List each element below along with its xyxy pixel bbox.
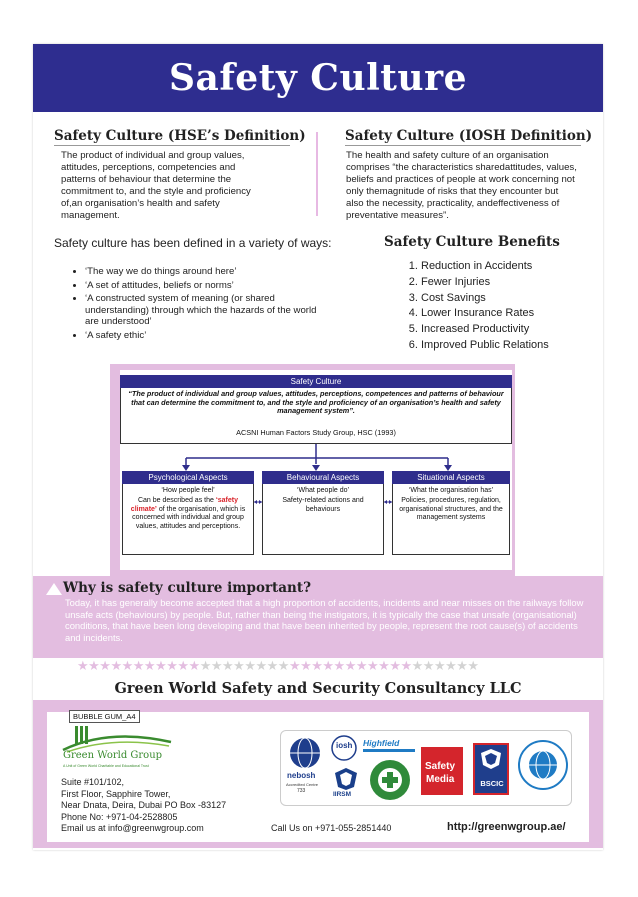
iosh-heading: Safety Culture (IOSH Definition) — [345, 128, 593, 144]
accreditation-logos — [280, 730, 572, 806]
why-text: Today, it has generally become accepted that a high proportion of accidents, incidents and near misses on the railways follow unsafe acts (behaviours) by people. But, rather than being the instigators, it is typically the case that unsafe (organisational) conditions, that have been long developing and that have been inherited by people, represent the root cause(s) of accidents and incidents. — [65, 597, 584, 643]
hse-rule — [54, 145, 290, 146]
hse-text: The product of individual and group values, attitudes, perceptions, competencies and patterns of behaviour that determine the commitment to, and the style and proficiency of,an organisation’s health and safety management. — [61, 150, 251, 221]
address-line: Suite #101/102, — [61, 777, 125, 787]
psychological-title: Psychological Aspects — [122, 471, 254, 484]
bscic-crest-icon — [479, 747, 503, 771]
situational-sub: ‘What the organisation has’ — [408, 487, 494, 494]
why-section — [33, 576, 603, 658]
email-line: Email us at info@greenwgroup.com — [61, 823, 204, 834]
benefits-list — [405, 259, 585, 354]
document-page — [33, 44, 603, 850]
psychological-text-before: Can be described as the — [137, 497, 216, 504]
list-item: • ‘A safety ethic’ — [85, 330, 331, 342]
diagram-title: Safety Culture — [120, 375, 512, 388]
iosh-label: iosh — [336, 741, 353, 750]
list-item: 2. Fewer Injuries — [421, 275, 585, 291]
highfield-bar — [363, 749, 415, 752]
safety-label: Safety — [425, 761, 456, 772]
iirsm-label: IIRSM — [333, 791, 352, 798]
iosh-rule — [345, 145, 581, 146]
divider — [316, 132, 318, 216]
title-banner — [33, 44, 603, 112]
list-item: 1. Reduction in Accidents — [421, 259, 585, 275]
media-label: Media — [426, 774, 455, 785]
website-link[interactable]: http://greenwgroup.ae/ — [447, 821, 566, 833]
list-item: 5. Increased Productivity — [421, 322, 585, 338]
list-item: • ‘The way we do things around here’ — [85, 266, 331, 278]
nebosh-globe-icon — [289, 737, 321, 769]
star-divider: ★★★★★★★★★★★★★★★★★★★★★★★★★★★★★★★★★★★★ — [77, 658, 479, 673]
ways-list — [71, 266, 331, 344]
psychological-text — [126, 497, 250, 531]
list-item: • ‘A set of attitudes, beliefs or norms’ — [85, 280, 331, 292]
list-item: 4. Lower Insurance Rates — [421, 306, 585, 322]
address-block — [61, 777, 226, 835]
nebosh-label: nebosh — [287, 771, 316, 780]
situational-text: Policies, procedures, regulation, organisational structures, and the management systems — [399, 497, 503, 522]
hse-heading: Safety Culture (HSE’s Definition) — [54, 128, 306, 144]
nebosh-number: 733 — [297, 788, 306, 794]
iosh-text: The health and safety culture of an organisation comprises “the characteristics sharedattitudes, values, beliefs and practices of people at work concerning not only themagnitude of risks that they encounter but also the necessity, practicality, andeffectiveness of preventative measures”. — [346, 150, 577, 221]
logo-tagline: A Unit of Green World Charitable and Educational Trust — [63, 764, 149, 768]
psychological-sub: ‘How people feel’ — [161, 487, 215, 494]
company-name: Green World Safety and Security Consultancy LLC — [114, 680, 522, 697]
situational-title: Situational Aspects — [392, 471, 510, 484]
address-line: Near Dnata, Deira, Dubai PO Box -83127 — [61, 800, 227, 811]
page-title: Safety Culture — [169, 57, 467, 99]
benefits-heading: Safety Culture Benefits — [384, 234, 560, 250]
call-us-text: Call Us on +971-055-2851440 — [271, 823, 392, 833]
triangle-icon — [46, 583, 62, 595]
iirsm-crest-icon — [333, 767, 359, 791]
list-item: • ‘A constructed system of meaning (or shared understanding) through which the hazards of the world are understood’ — [85, 293, 331, 328]
safety-climate-highlight: ‘safety climate’ — [130, 497, 238, 513]
safety-council-icon — [369, 759, 411, 801]
bscic-label: BSCIC — [480, 779, 504, 788]
list-item: 6. Improved Public Relations — [421, 338, 585, 354]
list-item: 3. Cost Savings — [421, 291, 585, 307]
ways-heading: Safety culture has been defined in a variety of ways: — [54, 236, 332, 250]
why-heading: Why is safety culture important? — [63, 580, 312, 596]
template-tag: BUBBLE GUM_A4 — [69, 710, 140, 723]
behavioural-text: Safety-related actions and behaviours — [282, 497, 364, 513]
diagram-quote: “The product of individual and group values, attitudes, perceptions, competences and patterns of behaviour that can determine the commitment to, and the style and proficiency of an organisation’s health and safety management system”. — [128, 389, 504, 416]
highfield-label: Highfield — [363, 738, 400, 748]
phone-line: Phone No: +971-04-2528805 — [61, 811, 178, 822]
behavioural-sub: ‘What people do’ — [296, 487, 350, 494]
behavioural-title: Behavioural Aspects — [262, 471, 384, 484]
safety-culture-diagram — [120, 370, 512, 570]
nebosh-sub: Accredited Centre — [286, 782, 319, 787]
irca-approved-icon — [517, 735, 569, 801]
diagram-source: ACSNI Human Factors Study Group, HSC (1993) — [236, 428, 396, 437]
logo-name: Green World Group — [63, 750, 163, 761]
psychological-text-after: of the organisation, which is concerned with individual and group values, attitudes and perceptions. — [132, 505, 246, 530]
address-line: First Floor, Sapphire Tower, — [61, 788, 171, 799]
